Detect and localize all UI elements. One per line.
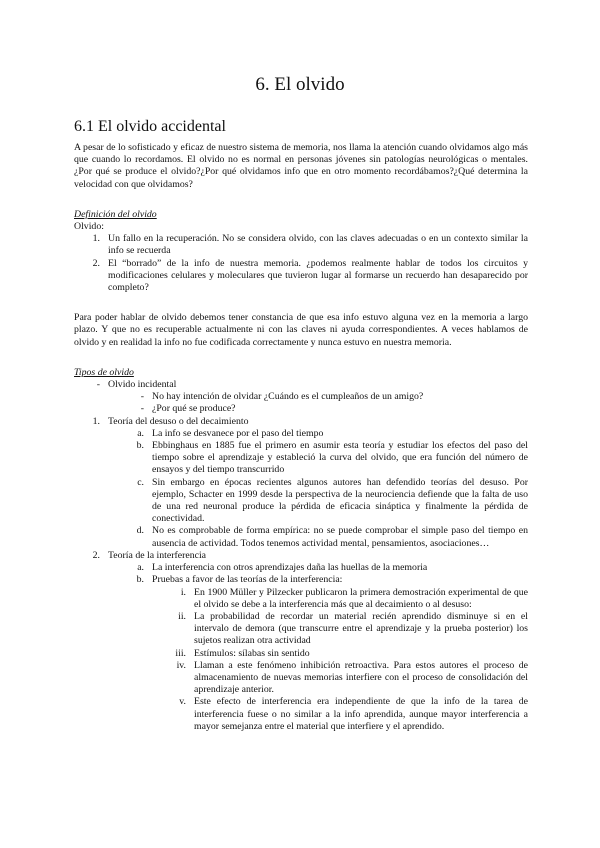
list-text: Teoría del desuso o del decaimiento (108, 415, 249, 427)
list-marker: a. (137, 562, 144, 574)
list-item (74, 440, 528, 477)
list-marker: 1. (92, 233, 100, 245)
list-item (74, 611, 528, 648)
list-text: Este efecto de interferencia era independiente de que la info de la tarea de interferencia fuese o no similar a la info aprendida, aunque mayor interferencia a mayor semejanza entre el material que interfiere y el aprendido. (194, 696, 528, 732)
list-marker: v. (179, 696, 186, 708)
list-item (74, 403, 528, 415)
list-marker: c. (137, 476, 144, 488)
list-text: La interferencia con otros aprendizajes daña las huellas de la memoria (152, 562, 428, 574)
list-text: No es comprobable de forma empírica: no se puede comprobar el simple paso del tiempo en ausencia de actividad. Todos tenemos actividad mental, pensamientos, asociaciones… (152, 525, 528, 549)
list-item (74, 587, 528, 611)
list-marker: 1. (92, 415, 100, 427)
types-heading: Tipos de olvido (74, 366, 134, 378)
list-marker: ii. (178, 610, 186, 622)
list-marker: iv. (176, 659, 186, 671)
document-body (74, 142, 528, 733)
list-text: Teoría de la interferencia (108, 549, 207, 561)
list-item (74, 391, 528, 403)
page-title: 6. El olvido (255, 74, 345, 95)
list-marker: i. (180, 586, 186, 598)
list-text: No hay intención de olvidar ¿Cuándo es el cumpleaños de un amigo? (152, 391, 424, 403)
list-marker: - (140, 403, 144, 415)
list-text: Llaman a este fenómeno inhibición retroactiva. Para estos autores el proceso de almacenamiento de nuevas memorias interfiere con el proceso de consolidación del aprendizaje anterior. (194, 659, 528, 696)
list-item (74, 233, 528, 257)
list-item (74, 562, 528, 574)
list-item (74, 379, 528, 391)
list-marker: iii. (175, 647, 186, 659)
list-item (74, 416, 528, 428)
list-item (74, 574, 528, 586)
list-text: Sin embargo en épocas recientes algunos autores han defendido teorías del desuso. Por ejemplo, Schacter en 1999 desde la perspectiva de la neurociencia defiende que la falta de uso de una red neuronal produce la pérdida de eficacia sináptica y finalmente la pérdida de conectividad. (152, 476, 528, 525)
list-marker: b. (136, 440, 144, 452)
list-item (74, 428, 528, 440)
list-item (74, 550, 528, 562)
list-text: Ebbinghaus en 1885 fue el primero en asumir esta teoría y estudiar los efectos del paso del tiempo sobre el aprendizaje y estableció la curva del olvido, que era función del número de ensayos y del tiempo transcurrido (152, 440, 528, 476)
list-text: En 1900 Müller y Pilzecker publicaron la primera demostración experimental de que el olvido se debe a la interferencia más que al decaimiento o al desuso: (194, 586, 528, 610)
list-text: Estímulos: sílabas sin sentido (194, 647, 310, 659)
list-text: ¿Por qué se produce? (152, 403, 236, 415)
intro-paragraph: A pesar de lo sofisticado y eficaz de nuestro sistema de memoria, nos llama la atención cuando olvidamos algo más que cuando lo recordamos. El olvido no es normal en personas jóvenes sin patologías neurológicas o mentales. ¿Por qué se produce el olvido?¿Por qué olvidamos info que en otro momento recordábamos?¿Qué determina la velocidad con que olvidamos? (74, 142, 528, 190)
list-item (74, 648, 528, 660)
list-text: La info se desvanece por el paso del tiempo (152, 427, 324, 439)
list-item (74, 696, 528, 733)
list-marker: - (140, 391, 144, 403)
list-marker: - (96, 379, 100, 391)
section-title: 6.1 El olvido accidental (74, 118, 226, 135)
list-marker: b. (136, 574, 144, 586)
list-text: Un fallo en la recuperación. No se considera olvido, con las claves adecuadas o en un contexto similar la info se recuerda (108, 233, 528, 257)
definition-heading: Definición del olvido (74, 208, 157, 220)
list-marker: d. (136, 525, 144, 537)
list-item (74, 477, 528, 526)
list-marker: 2. (92, 257, 100, 269)
list-text: Olvido incidental (108, 379, 177, 391)
list-text: El “borrado” de la info de nuestra memoria. ¿podemos realmente hablar de todos los circuitos y modificaciones celulares y moleculares que tuvieron lugar al formarse un recuerdo han desaparecido por completo? (108, 257, 528, 294)
list-marker: a. (137, 427, 144, 439)
list-item (74, 660, 528, 697)
list-item (74, 525, 528, 549)
list-text: La probabilidad de recordar un material recién aprendido disminuye si en el intervalo de demora (que transcurre entre el aprendizaje y la prueba posterior) los sujetos realizan otra actividad (194, 610, 528, 647)
list-item (74, 258, 528, 295)
list-text: Pruebas a favor de las teorías de la interferencia: (152, 574, 343, 586)
definition-label: Olvido: (74, 221, 104, 233)
list-marker: 2. (92, 549, 100, 561)
paragraph-2: Para poder hablar de olvido debemos tener constancia de que esa info estuvo alguna vez en la memoria a largo plazo. Y que no es recuperable actualmente ni con las claves ni ayuda correspondientes. A veces hablamos de olvido y en realidad la info no fue codificada correctamente y nunca estuvo en nuestra memoria. (74, 312, 528, 348)
